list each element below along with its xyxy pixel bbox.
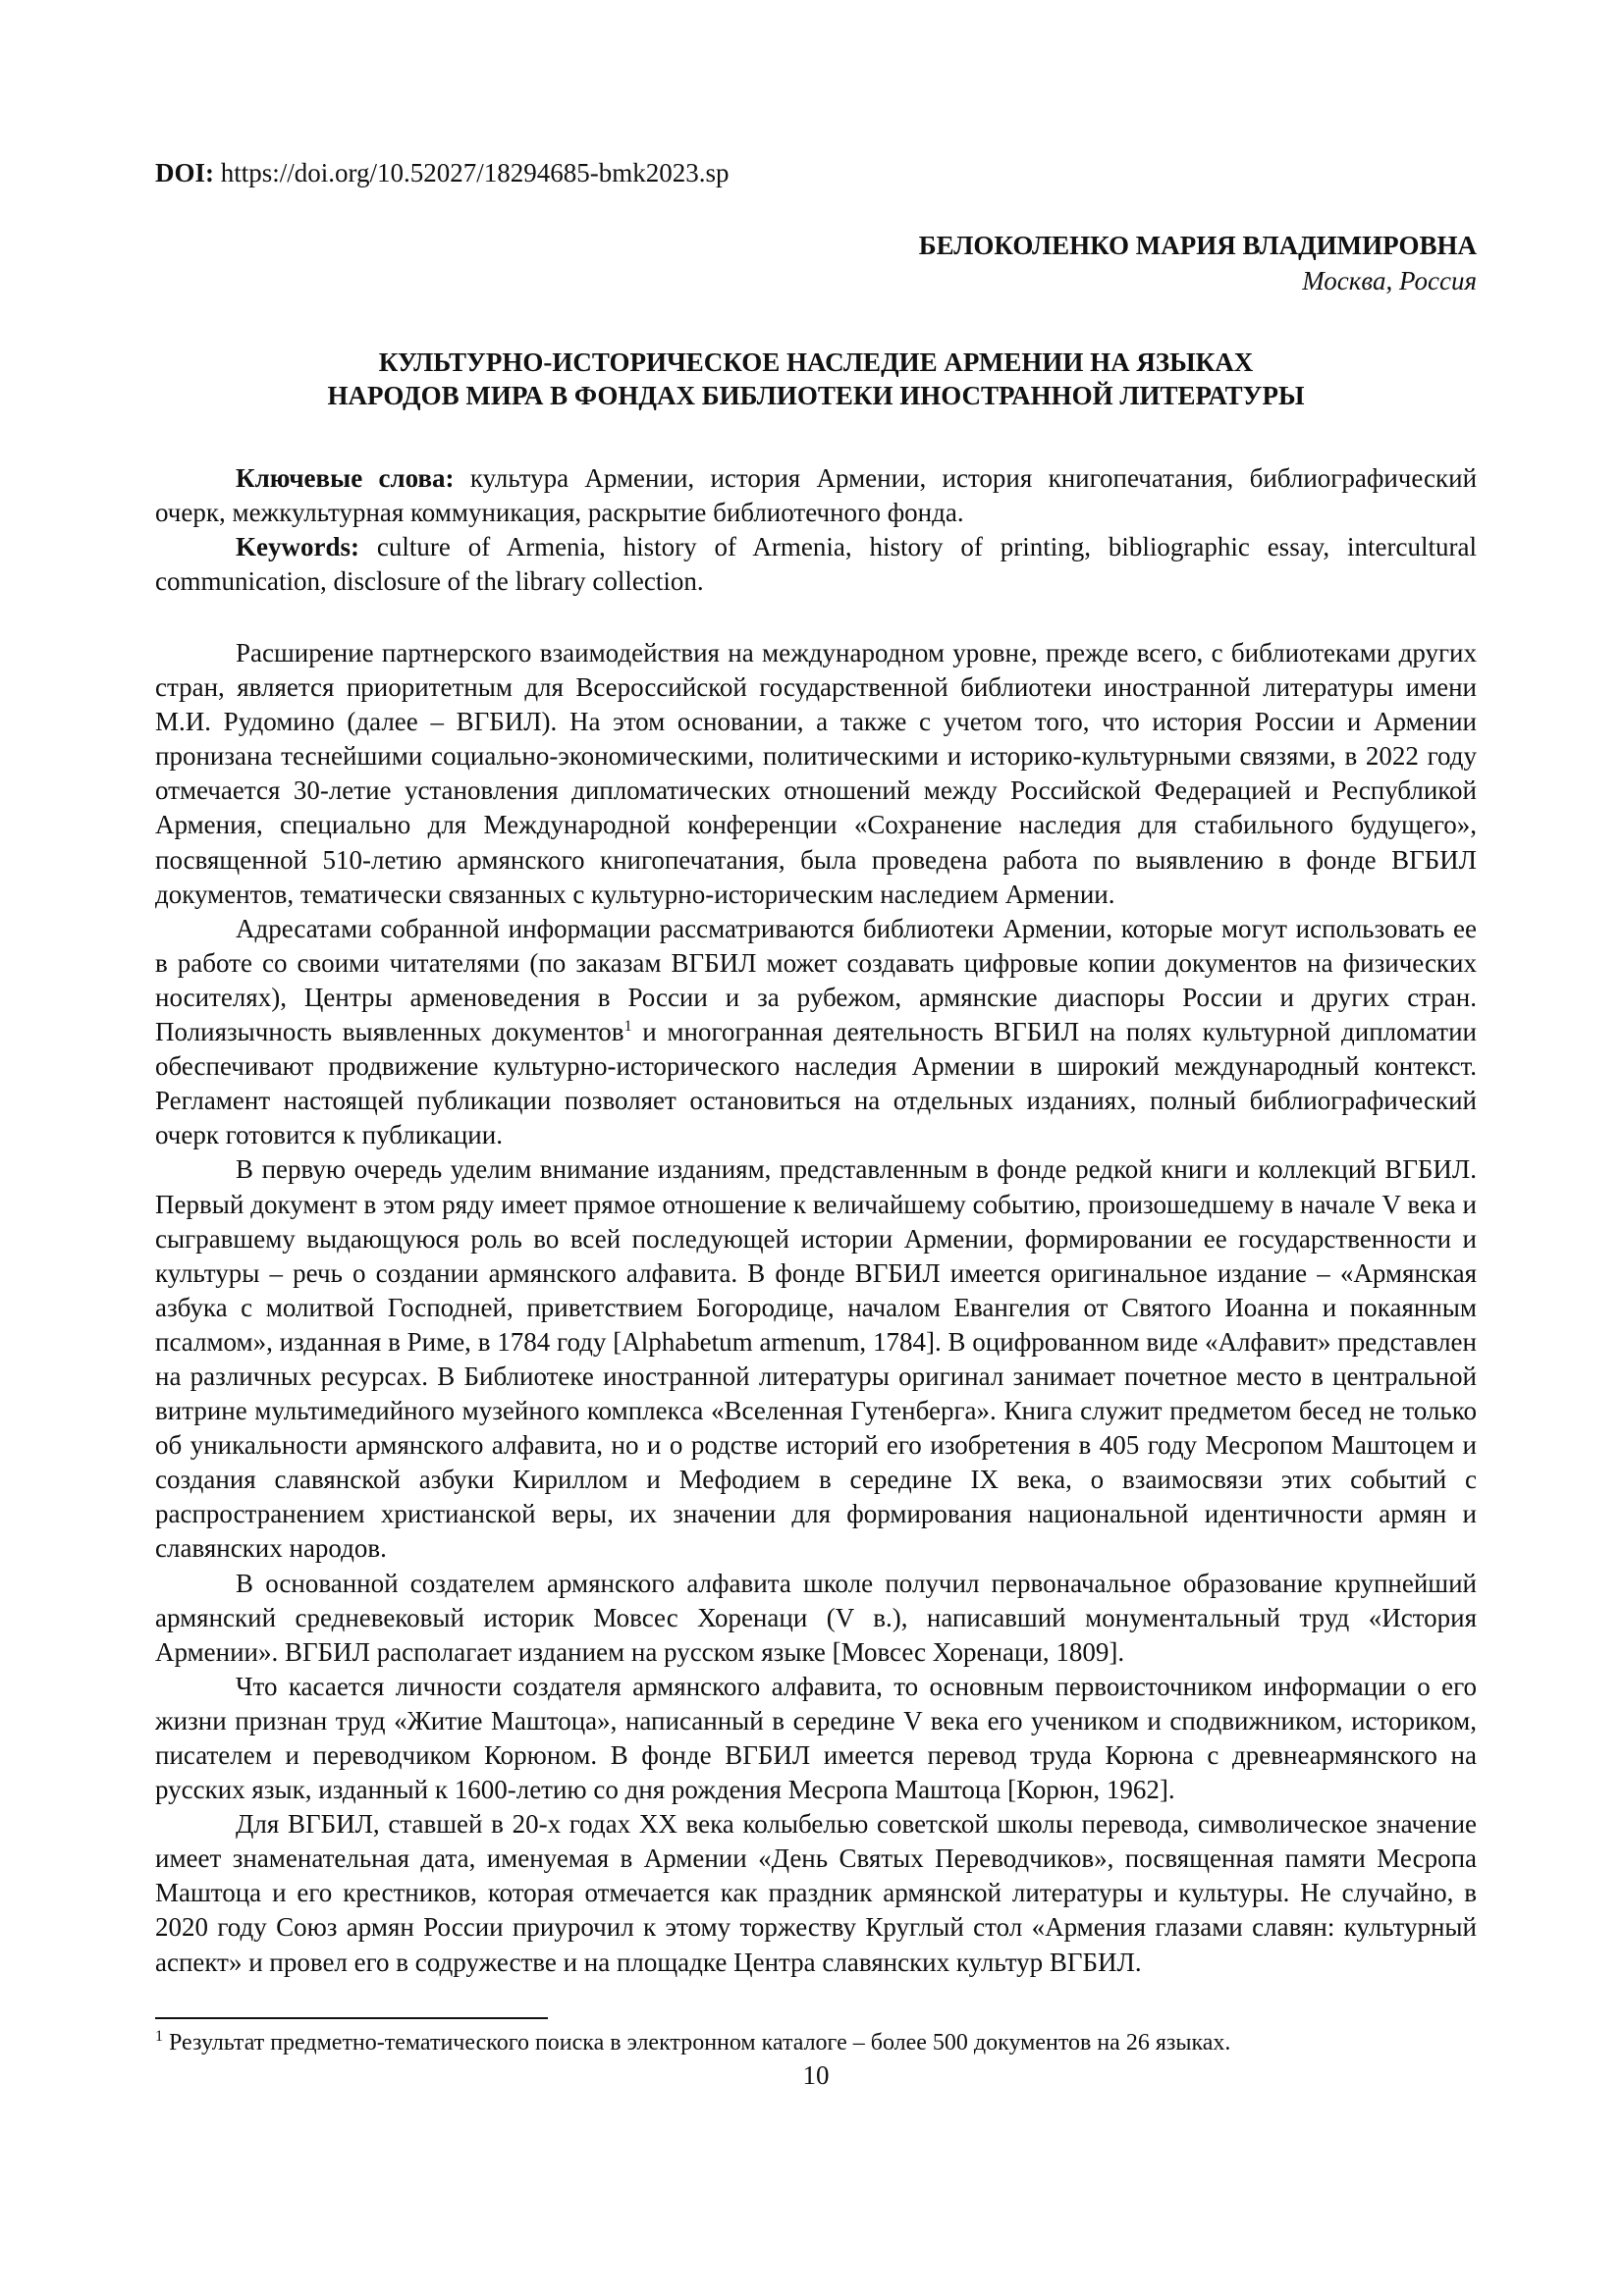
footnote-divider xyxy=(155,2017,548,2019)
title-line-2: НАРОДОВ МИРА В ФОНДАХ БИБЛИОТЕКИ ИНОСТРАННОЙ ЛИТЕРАТУРЫ xyxy=(327,381,1305,410)
paragraph-2-part-b: и многогранная деятельность ВГБИЛ на полях культурной дипломатии обеспечивают продвижение культурно-исторического наследия Армении в широкий международный контекст. Регламент настоящей публикации позволяет остановиться на отдельных изданиях, полный библиографический очерк готовится к публикации. xyxy=(155,1017,1477,1150)
body-text xyxy=(155,636,1477,1980)
keywords-en-text: culture of Armenia, history of Armenia, history of printing, bibliographic essay, intercultural communication, disclosure of the library collection. xyxy=(155,532,1477,596)
doi-line xyxy=(155,155,1477,190)
author-name: БЕЛОКОЛЕНКО МАРИЯ ВЛАДИМИРОВНА xyxy=(918,231,1477,260)
footnote-text: Результат предметно-тематического поиска в электронном каталоге – более 500 документов на 26 языках. xyxy=(169,2029,1231,2056)
page-number: 10 xyxy=(802,2059,830,2090)
doi-label: DOI: xyxy=(155,158,214,187)
author-block xyxy=(155,228,1477,298)
keywords-en-label: Keywords: xyxy=(236,532,359,561)
paragraph-2 xyxy=(155,912,1477,1153)
footnote-ref[interactable]: 1 xyxy=(623,1018,632,1036)
keywords-ru-text: культура Армении, история Армении, история книгопечатания, библиографический очерк, межкультурная коммуникация, раскрытие библиотечного фонда. xyxy=(155,463,1478,527)
paragraph-5: Что касается личности создателя армянского алфавита, то основным первоисточником информации о его жизни признан труд «Житие Маштоца», написанный в середине V века его учеником и сподвижником, историком, писателем и переводчиком Корюном. В фонде ВГБИЛ имеется перевод труда Корюна с древнеармянского на русских язык, изданный к 1600-летию со дня рождения Месропа Маштоца [Корюн, 1962]. xyxy=(155,1671,1477,1805)
keywords-ru-label: Ключевые слова: xyxy=(236,463,455,493)
keywords-en xyxy=(155,530,1477,599)
doi-link[interactable]: https://doi.org/10.52027/18294685-bmk2023.sp xyxy=(220,158,730,187)
keywords-section xyxy=(155,461,1477,599)
title-line-1: КУЛЬТУРНО-ИСТОРИЧЕСКОЕ НАСЛЕДИЕ АРМЕНИИ НА ЯЗЫКАХ xyxy=(378,347,1254,377)
paragraph-3: В первую очередь уделим внимание изданиям, представленным в фонде редкой книги и коллекций ВГБИЛ. Первый документ в этом ряду имеет прямое отношение к величайшему событию, произошедшему в начале V века и сыгравшему выдающуюся роль во всей последующей истории Армении, формировании ее государственности и культуры – речь о создании армянского алфавита. В фонде ВГБИЛ имеется оригинальное издание – «Армянская азбука с молитвой Господней, приветствием Богородице, началом Евангелия от Святого Иоанна и покаянным псалмом», изданная в Риме, в 1784 году [Alphabetum armenum, 1784]. В оцифрованном виде «Алфавит» представлен на различных ресурсах. В Библиотеке иностранной литературы оригинал занимает почетное место в центральной витрине мультимедийного музейного комплекса «Вселенная Гутенберга». Книга служит предметом бесед не только об уникальности армянского алфавита, но и о родстве историй его изобретения в 405 году Месропом Маштоцем и создания славянской азбуки Кириллом и Мефодием в середине IX века, о взаимосвязи этих событий с распространением христианской веры, их значении для формирования национальной идентичности армян и славянских народов. xyxy=(155,1154,1477,1564)
paragraph-2-part-a: Адресатами собранной информации рассматриваются библиотеки Армении, которые могут использовать ее в работе со своими читателями (по заказам ВГБИЛ может создавать цифровые копии документов на физических носителях), Центры арменоведения в России и за рубежом, армянские диаспоры России и других стран. Полиязычность выявленных документов xyxy=(155,913,1477,1047)
author-location: Москва, Россия xyxy=(1302,266,1477,295)
footnote xyxy=(155,2027,1477,2058)
paragraph-6: Для ВГБИЛ, ставшей в 20-х годах XX века колыбелью советской школы перевода, символическое значение имеет знаменательная дата, именуемая в Армении «День Святых Переводчиков», посвященная памяти Месропа Маштоца и его крестников, которая отмечается как праздник армянской литературы и культуры. Не случайно, в 2020 году Союз армян России приурочил к этому торжеству Круглый стол «Армения глазами славян: культурный аспект» и провел его в содружестве и на площадке Центра славянских культур ВГБИЛ. xyxy=(155,1809,1477,1977)
paper-title xyxy=(155,346,1477,412)
paper-page xyxy=(155,155,1477,2092)
paragraph-4: В основанной создателем армянского алфавита школе получил первоначальное образование крупнейший армянский средневековый историк Мовсес Хоренаци (V в.), написавший монументальный труд «История Армении». ВГБИЛ располагает изданием на русском языке [Мовсес Хоренаци, 1809]. xyxy=(155,1568,1477,1667)
footnote-marker: 1 xyxy=(155,2027,163,2045)
paragraph-1: Расширение партнерского взаимодействия на международном уровне, прежде всего, с библиотеками других стран, является приоритетным для Всероссийской государственной библиотеки иностранной литературы имени М.И. Рудомино (далее – ВГБИЛ). На этом основании, а также с учетом того, что история России и Армении пронизана теснейшими социально-экономическими, политическими и историко-культурными связями, в 2022 году отмечается 30-летие установления дипломатических отношений между Российской Федерацией и Республикой Армения, специально для Международной конференции «Сохранение наследия для стабильного будущего», посвященной 510-летию армянского книгопечатания, была проведена работа по выявлению в фонде ВГБИЛ документов, тематически связанных с культурно-историческим наследием Армении. xyxy=(155,638,1477,909)
keywords-ru xyxy=(155,461,1477,530)
